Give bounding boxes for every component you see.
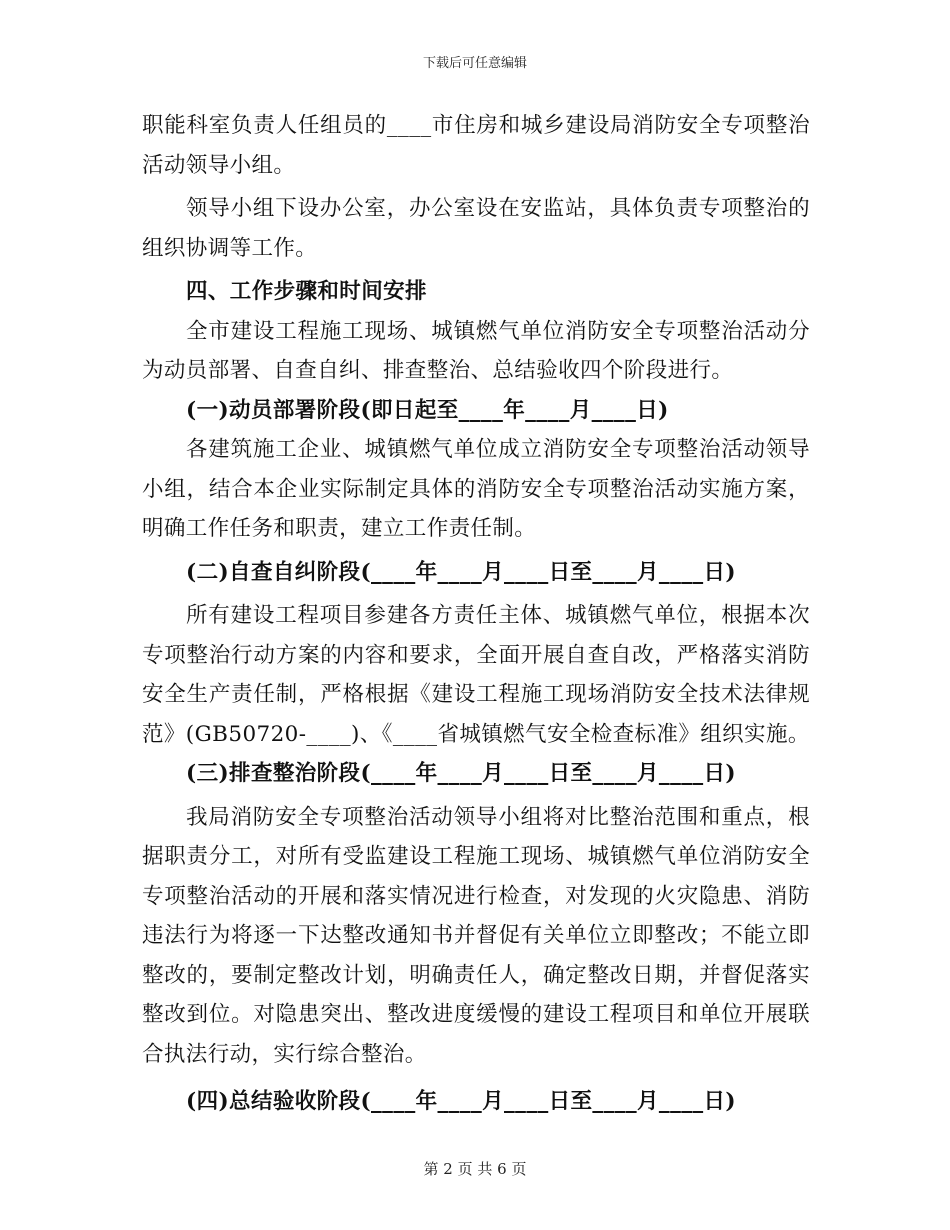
- section-heading: 四、工作步骤和时间安排: [186, 279, 427, 304]
- body-line: 活动领导小组。: [142, 152, 296, 178]
- body-line: 领导小组下设办公室，办公室设在安监站，具体负责专项整治的: [186, 196, 810, 221]
- body-line: 各建筑施工企业、城镇燃气单位成立消防安全专项整治活动领导: [186, 437, 810, 462]
- body-line: 整改的，要制定整改计划，明确责任人，确定整改日期，并督促落实: [142, 962, 810, 988]
- body-line: 我局消防安全专项整治活动领导小组将对比整治范围和重点，根: [186, 804, 810, 830]
- subsection-heading: (四)总结验收阶段(____年____月____日至____月____日): [186, 1089, 736, 1114]
- body-line: 范》(GB50720-____)、《____省城镇燃气安全检查标准》组织实施。: [142, 721, 810, 747]
- body-line: 组织协调等工作。: [142, 235, 318, 261]
- body-line: 合执法行动，实行综合整治。: [142, 1041, 427, 1067]
- subsection-heading: (三)排查整治阶段(____年____月____日至____月____日): [186, 761, 736, 786]
- document-body: [142, 106, 810, 1122]
- page-header: 下载后可任意编辑: [422, 56, 527, 71]
- body-line: 职能科室负责人任组员的____市住房和城乡建设局消防安全专项整治: [142, 113, 810, 138]
- body-line: 安全生产责任制，严格根据《建设工程施工现场消防安全技术法律规: [142, 682, 810, 707]
- body-line: 违法行为将逐一下达整改通知书并督促有关单位立即整改；不能立即: [142, 923, 810, 948]
- body-line: 所有建设工程项目参建各方责任主体、城镇燃气单位，根据本次: [186, 603, 810, 628]
- body-line: 为动员部署、自查自纠、排查整治、总结验收四个阶段进行。: [142, 358, 734, 383]
- subsection-heading: (一)动员部署阶段(即日起至____年____月____日): [186, 397, 669, 423]
- body-line: 专项整治活动的开展和落实情况进行检查，对发现的火灾隐患、消防: [142, 883, 810, 909]
- body-line: 专项整治行动方案的内容和要求，全面开展自查自改，严格落实消防: [142, 642, 810, 668]
- subsection-heading: (二)自查自纠阶段(____年____月____日至____月____日): [186, 559, 736, 585]
- page-footer: 第 2 页 共 6 页: [423, 1160, 527, 1178]
- body-line: 明确工作任务和职责，建立工作责任制。: [142, 516, 537, 541]
- body-line: 全市建设工程施工现场、城镇燃气单位消防安全专项整治活动分: [186, 318, 810, 344]
- body-line: 整改到位。对隐患突出、整改进度缓慢的建设工程项目和单位开展联: [142, 1002, 810, 1027]
- body-line: 据职责分工，对所有受监建设工程施工现场、城镇燃气单位消防安全: [142, 844, 810, 869]
- body-line: 小组，结合本企业实际制定具体的消防安全专项整治活动实施方案，: [142, 476, 810, 502]
